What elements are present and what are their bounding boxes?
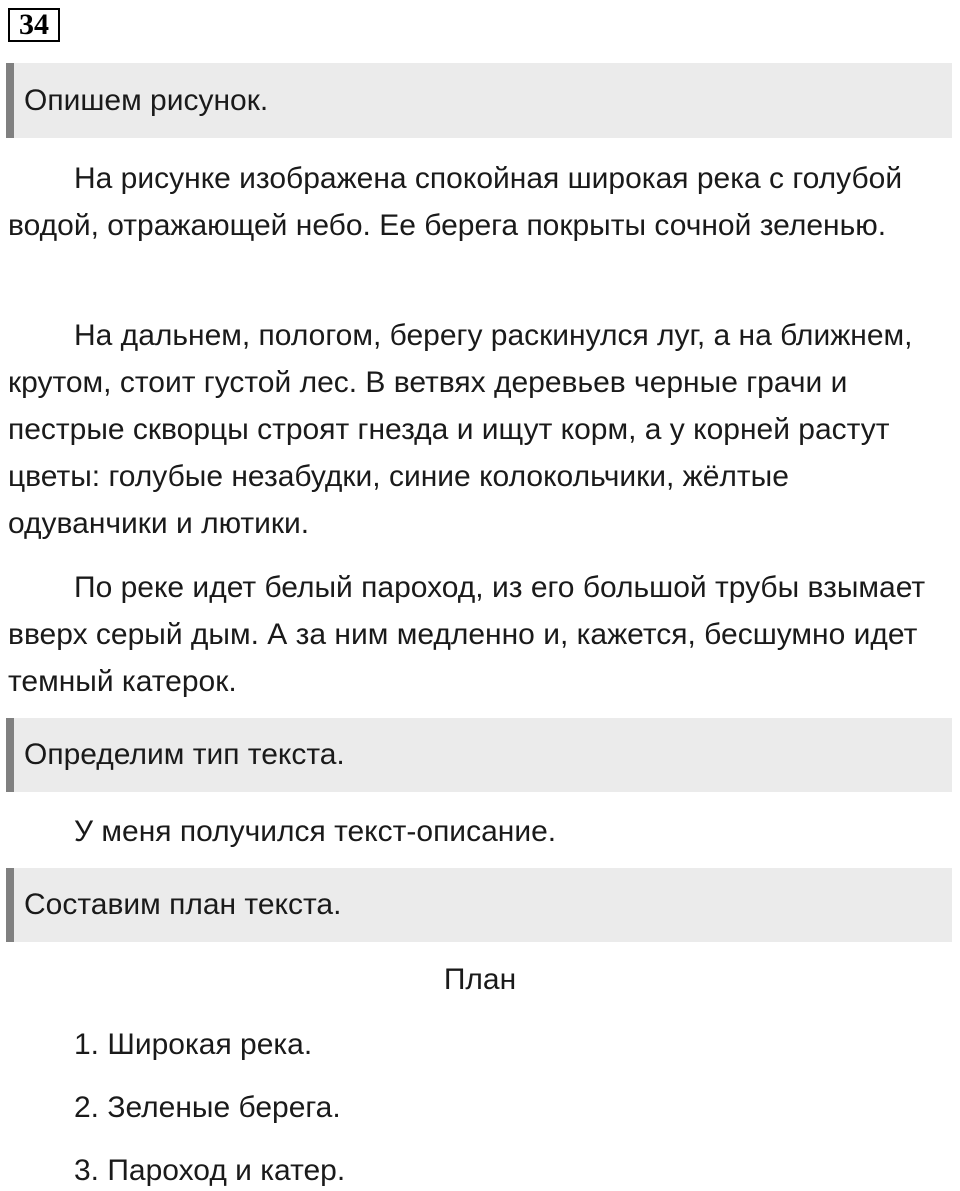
section-header-label: Определим тип текста. xyxy=(24,738,345,771)
paragraph-banks: На дальнем, пологом, берегу раскинулся луг, а на ближнем, крутом, стоит густой лес. В ветвях деревьев черные грачи и пестрые скворцы строят гнезда и ищут корм, а у корней растут цветы: голубые незабудки, синие колокольчики, жёлтые одуванчики и лютики. xyxy=(8,319,913,540)
paragraph-text-type-answer: У меня получился текст-описание. xyxy=(74,815,557,848)
paragraph-river: На рисунке изображена спокойная широкая река с голубой водой, отражающей небо. Ее берега покрыты сочной зеленью. xyxy=(8,162,903,242)
task-number-badge: 34 xyxy=(8,8,60,42)
paragraph-steamboat: По реке идет белый пароход, из его большой трубы взымает вверх серый дым. А за ним медленно и, кажется, бесшумно идет темный катерок. xyxy=(8,571,926,698)
plan-item: 1. Широкая река. xyxy=(74,1028,313,1061)
section-header-text-type xyxy=(6,718,952,792)
section-header-label: Опишем рисунок. xyxy=(24,83,269,117)
plan-item: 3. Пароход и катер. xyxy=(74,1154,346,1187)
section-header-plan xyxy=(6,868,952,942)
plan-title: План xyxy=(443,963,517,996)
plan-item: 2. Зеленые берега. xyxy=(74,1091,341,1124)
section-header-describe xyxy=(6,63,952,138)
section-header-label: Составим план текста. xyxy=(24,888,342,921)
